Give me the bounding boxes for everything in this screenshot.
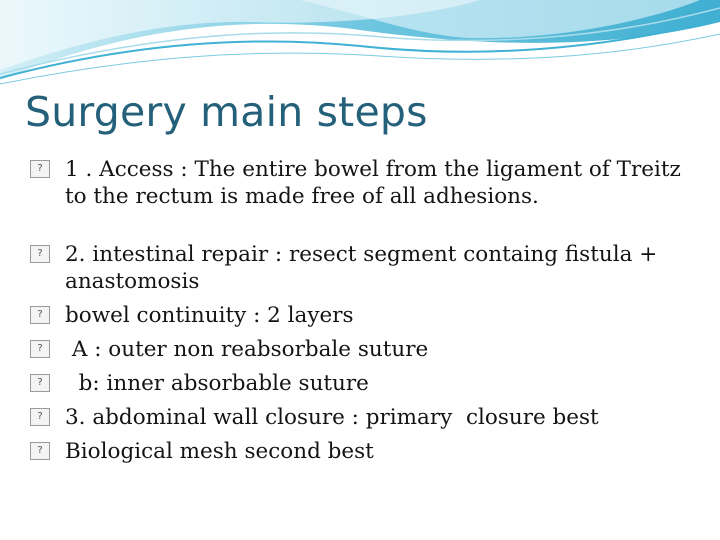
bullet-glyph-icon: ? bbox=[30, 245, 50, 263]
step-item bbox=[30, 336, 700, 363]
step-item bbox=[30, 404, 700, 431]
step-text: b: inner absorbable suture bbox=[65, 371, 369, 396]
bullet-glyph-icon: ? bbox=[30, 160, 50, 178]
bullet-glyph-icon: ? bbox=[30, 374, 50, 392]
step-text: bowel continuity : 2 layers bbox=[65, 303, 354, 328]
slide-body bbox=[30, 156, 700, 472]
step-text: A : outer non reabsorbale suture bbox=[65, 337, 429, 362]
step-item bbox=[30, 370, 700, 397]
step-text: 1 . Access : The entire bowel from the ligament of Treitz to the rectum is made free of all adhesions. bbox=[65, 157, 681, 209]
slide-title: Surgery main steps bbox=[25, 88, 428, 136]
step-text: 2. intestinal repair : resect segment containg fistula + anastomosis bbox=[65, 242, 658, 294]
bullet-glyph-icon: ? bbox=[30, 408, 50, 426]
step-item bbox=[30, 241, 700, 295]
step-text: Biological mesh second best bbox=[65, 439, 374, 464]
bullet-glyph-icon: ? bbox=[30, 340, 50, 358]
bullet-glyph-icon: ? bbox=[30, 442, 50, 460]
step-item bbox=[30, 302, 700, 329]
header-wave-decoration bbox=[0, 0, 720, 90]
step-item bbox=[30, 156, 700, 210]
bullet-glyph-icon: ? bbox=[30, 306, 50, 324]
step-text: 3. abdominal wall closure : primary closure best bbox=[65, 405, 599, 430]
step-item bbox=[30, 438, 700, 465]
